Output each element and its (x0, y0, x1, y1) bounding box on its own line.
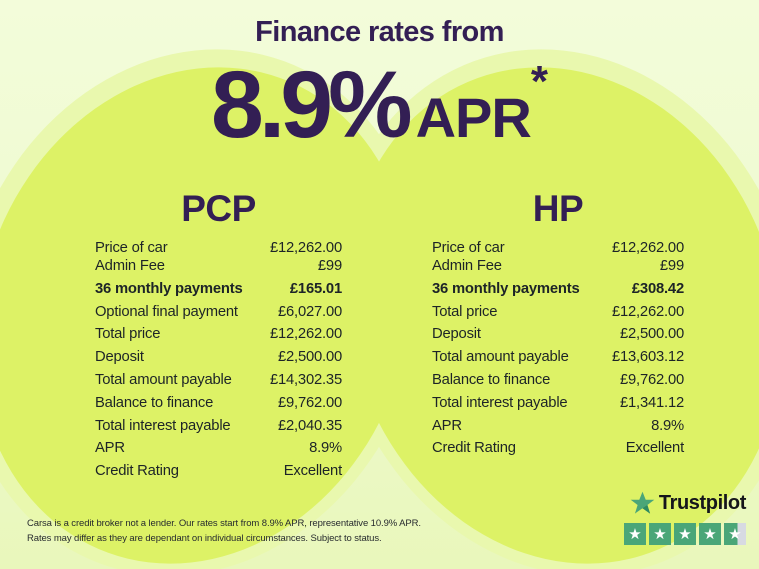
row-label: Total interest payable (432, 394, 568, 411)
row-value: £2,500.00 (277, 349, 342, 366)
row-label: Optional final payment (95, 303, 238, 320)
finance-table-row (432, 348, 684, 366)
headline-rate-suffix: APR (415, 86, 531, 149)
row-value: Excellent (625, 440, 684, 457)
finance-table-row (95, 303, 342, 321)
row-value: £12,262.00 (611, 240, 684, 256)
finance-table-row (432, 394, 684, 412)
page-title: Finance rates from (255, 16, 504, 48)
row-label: Total price (95, 326, 161, 343)
finance-table-row (432, 439, 684, 457)
row-value: £13,603.12 (611, 349, 684, 366)
headline-rate-asterisk: * (530, 57, 548, 106)
row-value: Excellent (283, 463, 342, 480)
finance-table-row (432, 257, 684, 275)
row-label: Credit Rating (95, 463, 179, 480)
star-icon: ★ (728, 525, 742, 543)
row-label: 36 monthly payments (432, 280, 580, 297)
trustpilot-star-box (624, 523, 646, 545)
row-value: £99 (659, 258, 684, 274)
trustpilot-star-icon (629, 490, 656, 517)
trustpilot-star-box (699, 523, 721, 545)
finance-table-row (95, 280, 342, 298)
finance-table-row (95, 462, 342, 480)
trustpilot-star-box (649, 523, 671, 545)
finance-table-row (432, 371, 684, 389)
finance-table-row (432, 417, 684, 435)
hp-table (432, 239, 684, 457)
finance-table-row (432, 280, 684, 298)
row-value: 8.9% (651, 417, 684, 434)
row-value: £9,762.00 (277, 394, 342, 411)
row-value: £12,262.00 (269, 240, 342, 256)
row-label: Balance to finance (432, 371, 551, 388)
row-value: 8.9% (309, 440, 342, 457)
row-value: £99 (317, 258, 342, 274)
finance-table-row (95, 439, 342, 457)
finance-table-row (432, 325, 684, 343)
finance-table-row (95, 371, 342, 389)
row-label: Admin Fee (432, 258, 502, 274)
row-label: APR (95, 440, 125, 457)
star-icon: ★ (653, 525, 667, 543)
row-label: Total amount payable (432, 349, 569, 366)
row-label: Deposit (432, 326, 481, 343)
row-value: £6,027.00 (277, 303, 342, 320)
trustpilot-logo (629, 490, 746, 517)
pcp-column-title: PCP (181, 188, 256, 229)
row-label: Total amount payable (95, 371, 232, 388)
row-label: 36 monthly payments (95, 280, 243, 297)
star-icon: ★ (678, 525, 692, 543)
row-label: Price of car (95, 240, 168, 256)
row-value: £9,762.00 (619, 371, 684, 388)
disclaimer (27, 517, 497, 546)
row-value: £12,262.00 (269, 326, 342, 343)
headline-rate-value: 8.9% (211, 52, 408, 158)
row-value: £2,040.35 (277, 417, 342, 434)
row-value: £165.01 (289, 280, 342, 297)
trustpilot-brand-text: Trustpilot (658, 492, 746, 514)
finance-table-row (432, 303, 684, 321)
row-value: £14,302.35 (269, 371, 342, 388)
pcp-table (95, 239, 342, 480)
row-label: Deposit (95, 349, 144, 366)
finance-table-row (95, 348, 342, 366)
row-label: Admin Fee (95, 258, 165, 274)
row-label: Credit Rating (432, 440, 516, 457)
row-label: Balance to finance (95, 394, 214, 411)
star-icon: ★ (628, 525, 642, 543)
trustpilot-star-box (674, 523, 696, 545)
star-icon: ★ (703, 525, 717, 543)
finance-table-row (95, 417, 342, 435)
hp-column-title: HP (532, 188, 584, 229)
finance-table-row (95, 325, 342, 343)
finance-table-row (432, 239, 684, 257)
row-label: Price of car (432, 240, 505, 256)
row-label: Total interest payable (95, 417, 231, 434)
trustpilot-star-box (724, 523, 746, 545)
disclaimer-line-1: Carsa is a credit broker not a lender. Our rates start from 8.9% APR, representative 10.9% APR. (27, 518, 421, 529)
disclaimer-line-2: Rates may differ as they are dependant on individual circumstances. Subject to status. (27, 532, 382, 544)
row-label: APR (432, 417, 462, 434)
row-value: £1,341.12 (619, 394, 684, 411)
trustpilot-rating-stars (624, 523, 746, 545)
headline-rate (0, 52, 759, 158)
row-value: £12,262.00 (611, 303, 684, 320)
finance-table-row (95, 239, 342, 257)
finance-table-row (95, 394, 342, 412)
finance-table-row (95, 257, 342, 275)
row-value: £308.42 (631, 280, 684, 297)
row-label: Total price (432, 303, 498, 320)
row-value: £2,500.00 (619, 326, 684, 343)
